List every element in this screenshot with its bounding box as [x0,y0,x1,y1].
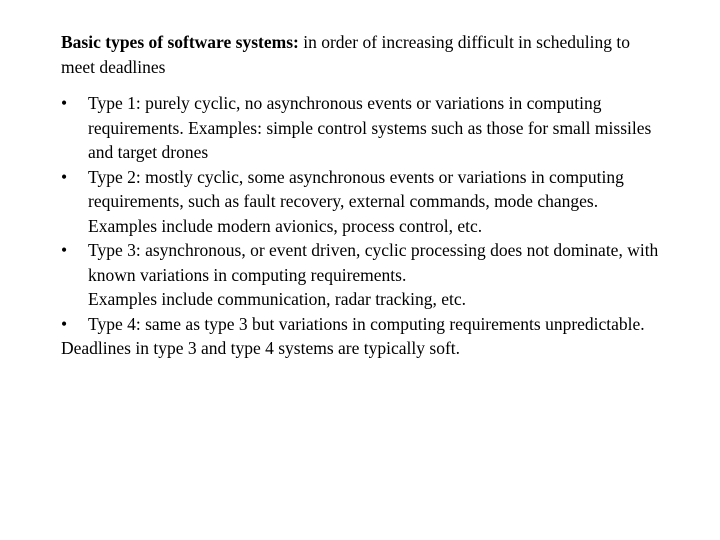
bullet-examples-text: Examples include communication, radar tracking, etc. [88,289,467,309]
bullet-text: Type 4: same as type 3 but variations in computing requirements unpredictable. [88,313,645,334]
bullet-list [61,91,661,336]
intro-paragraph [61,30,661,79]
bullet-item-type-4 [61,312,661,337]
bullet-dot-icon: • [61,166,68,187]
bullet-dot-icon: • [61,240,68,260]
intro-text: in order of increasing difficult in scheduling to meet deadlines [61,32,630,77]
bullet-text: Type 1: purely cyclic, no asynchronous events or variations in computing requirements. Examples: simple control systems such as those for small missiles and target drones [88,93,652,162]
bullet-examples-text: Examples include modern avionics, process control, etc. [88,215,483,236]
closing-statement: Deadlines in type 3 and type 4 systems are typically soft. [61,338,461,358]
slide-content [61,30,661,361]
intro-heading: Basic types of software systems: [61,32,299,52]
bullet-text: Type 3: asynchronous, or event driven, cyclic processing does not dominate, with known variations in computing requirements. [88,240,659,285]
bullet-item-type-2 [61,165,661,239]
bullet-dot-icon: • [61,313,68,334]
bullet-item-type-1 [61,91,661,165]
bullet-dot-icon: • [61,93,68,113]
bullet-item-type-3 [61,238,661,312]
bullet-text: Type 2: mostly cyclic, some asynchronous events or variations in computing requirements, such as fault recovery, external commands, mode changes. [88,166,624,211]
